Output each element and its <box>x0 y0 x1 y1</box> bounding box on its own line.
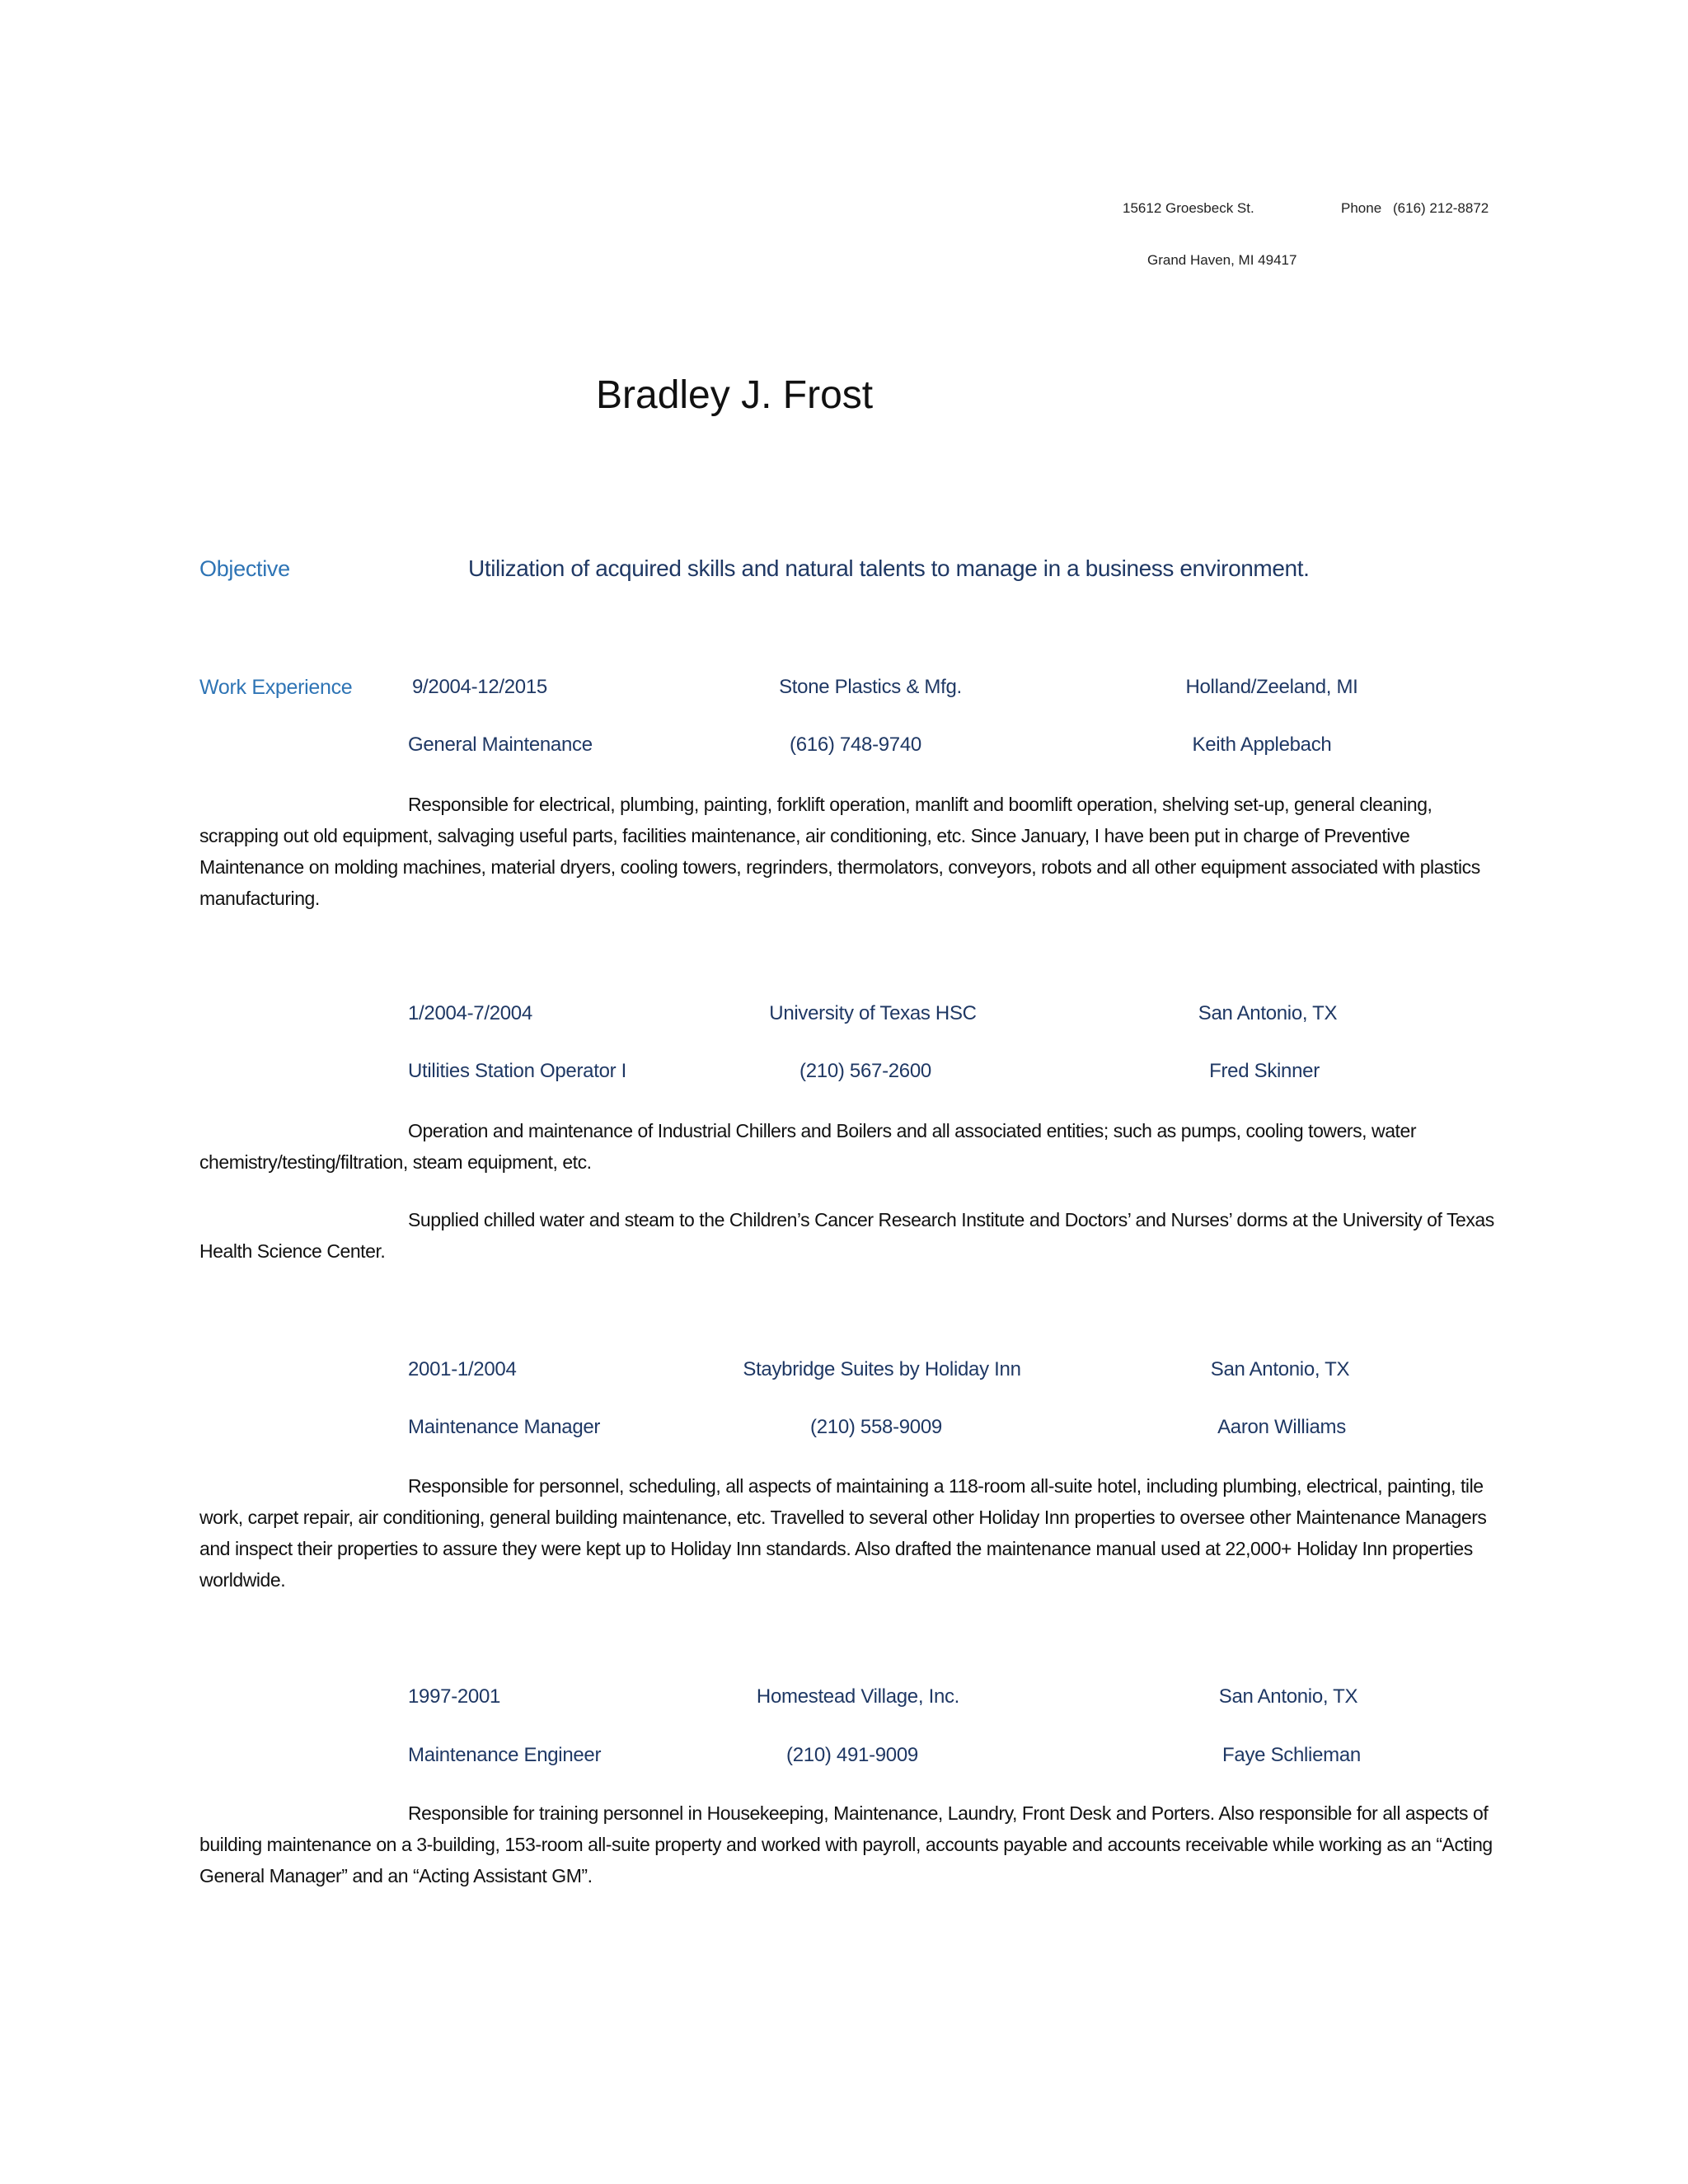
job-contact: Keith Applebach <box>1192 733 1332 756</box>
job-title: General Maintenance <box>408 733 593 756</box>
job-dates: 9/2004-12/2015 <box>412 676 547 698</box>
job-title: Maintenance Engineer <box>408 1744 602 1766</box>
phone-number: (616) 212-8872 <box>1393 200 1489 216</box>
job-description: Responsible for personnel, scheduling, all aspects of maintaining a 118-room all-suite hotel, including plumbing, electrical, painting, tile work, carpet repair, air conditioning, general building maintenance, etc. Travelled to several other Holiday Inn properties to oversee other Maintenance Managers and inspect their properties to assure they were kept up to Holiday Inn standards. Also drafted the maintenance manual used at 22,000+ Holiday Inn properties worldwide. <box>199 1475 1487 1591</box>
job-title: Utilities Station Operator I <box>408 1060 627 1082</box>
job-description: Operation and maintenance of Industrial Chillers and Boilers and all associated entities; such as pumps, cooling towers, water chemistry/testing/filtration, steam equipment, etc. <box>199 1120 1417 1173</box>
job-location: San Antonio, TX <box>1210 1358 1350 1380</box>
job-location: Holland/Zeeland, MI <box>1185 676 1358 698</box>
job-title: Maintenance Manager <box>408 1416 601 1438</box>
job-company: Staybridge Suites by Holiday Inn <box>743 1358 1021 1380</box>
job-dates: 1/2004-7/2004 <box>408 1002 532 1024</box>
job-contact: Faye Schlieman <box>1222 1744 1361 1766</box>
job-phone: (210) 567-2600 <box>799 1060 931 1082</box>
job-description: Supplied chilled water and steam to the Children’s Cancer Research Institute and Doctors’ and Nurses’ dorms at the University of Texas Health Science Center. <box>199 1209 1494 1262</box>
job-company: University of Texas HSC <box>769 1002 977 1024</box>
job-dates: 2001-1/2004 <box>408 1358 517 1380</box>
job-company: Stone Plastics & Mfg. <box>779 676 962 698</box>
job-location: San Antonio, TX <box>1198 1002 1338 1024</box>
job-contact: Fred Skinner <box>1209 1060 1320 1082</box>
work-experience-heading: Work Experience <box>199 676 353 699</box>
job-dates: 1997-2001 <box>408 1685 501 1708</box>
job-description: Responsible for training personnel in Housekeeping, Maintenance, Laundry, Front Desk and Porters. Also responsible for all aspects of building maintenance on a 3-building, 153-room all-suite property and worked with payroll, accounts payable and accounts receivable while working as an “Acting General Manager” and an “Acting Assistant GM”. <box>199 1802 1493 1886</box>
candidate-name: Bradley J. Frost <box>596 373 874 417</box>
phone-label: Phone <box>1341 200 1382 216</box>
job-contact: Aaron Williams <box>1217 1416 1346 1438</box>
job-phone: (210) 491-9009 <box>786 1744 918 1766</box>
job-phone: (210) 558-9009 <box>810 1416 942 1438</box>
job-location: San Antonio, TX <box>1218 1685 1358 1708</box>
objective-text: Utilization of acquired skills and natural talents to manage in a business environment. <box>468 555 1310 581</box>
city-line: Grand Haven, MI 49417 <box>1147 252 1297 268</box>
objective-heading: Objective <box>199 556 290 581</box>
job-company: Homestead Village, Inc. <box>756 1685 960 1708</box>
job-description: Responsible for electrical, plumbing, painting, forklift operation, manlift and boomlift operation, shelving set-up, general cleaning, scrapping out old equipment, salvaging useful parts, facilities maintenance, air conditioning, etc. Since January, I have been put in charge of Preventive Maintenance on molding machines, material dryers, cooling towers, regrinders, thermolators, conveyors, robots and all other equipment associated with plastics manufacturing. <box>199 794 1480 909</box>
address-line: 15612 Groesbeck St. <box>1123 200 1254 216</box>
job-phone: (616) 748-9740 <box>790 733 921 756</box>
